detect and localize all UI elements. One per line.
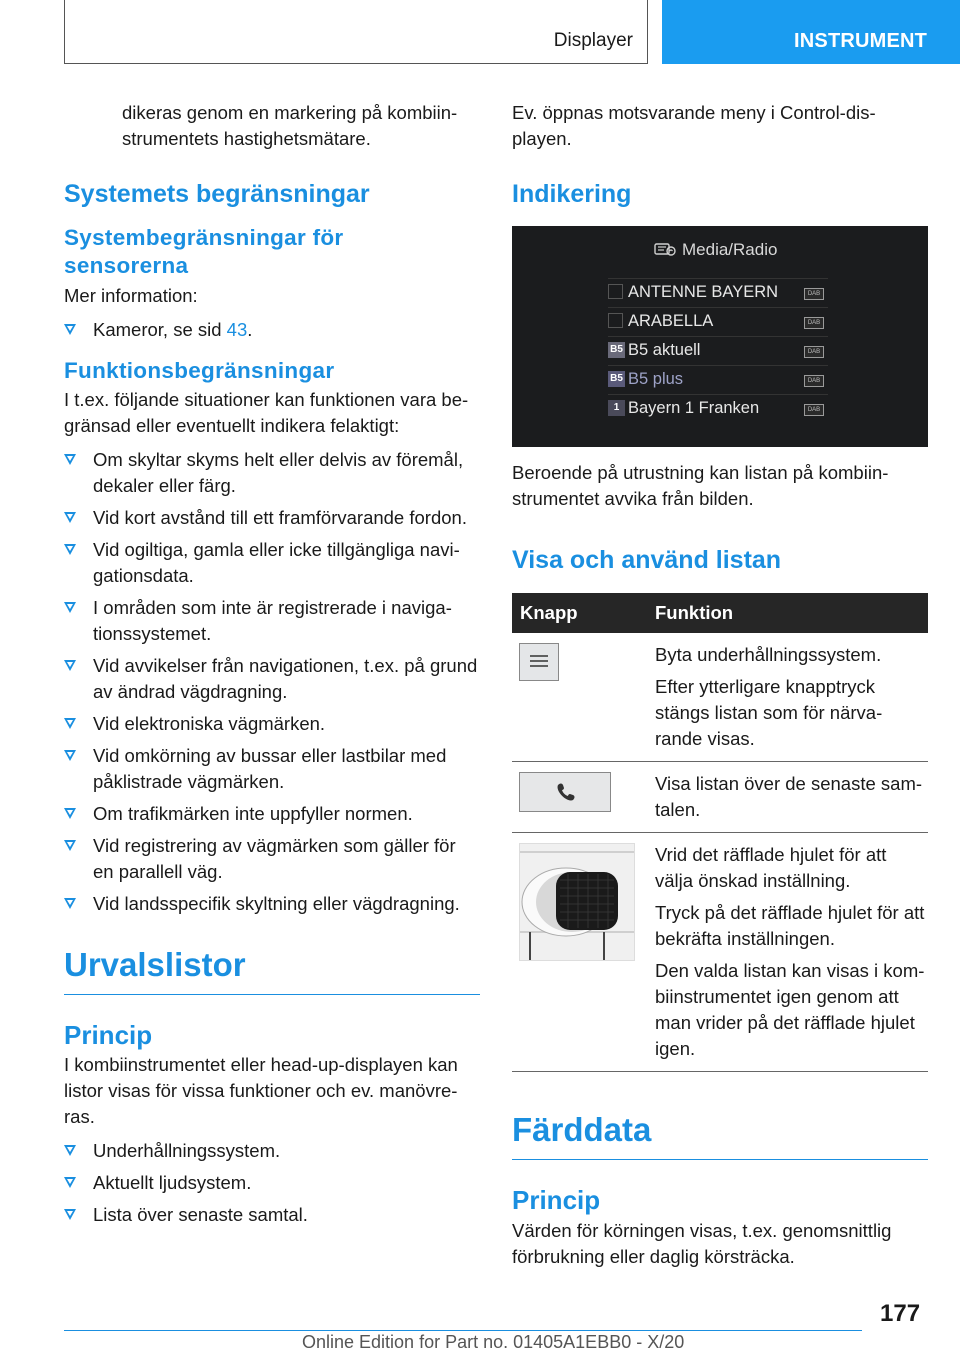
function-limits-list	[64, 447, 480, 917]
list-item: Vid ogiltiga, gamla eller icke tillgängliga navi-gationsdata.	[64, 537, 480, 589]
function-cell	[647, 762, 928, 833]
dab-badge: DAB	[804, 375, 824, 387]
heading-principle-trip: Princip	[512, 1185, 601, 1215]
media-radio-icon	[654, 241, 676, 257]
page-link[interactable]: 43	[226, 319, 248, 340]
button-cell	[512, 633, 647, 762]
list-item: Kameror, se sid 43.	[64, 317, 480, 343]
phone-icon	[520, 773, 610, 811]
list-item: Om trafikmärken inte uppfyller normen.	[64, 801, 480, 827]
list-item: Vid elektroniska vägmärken.	[64, 711, 480, 737]
section-title: Displayer	[553, 30, 633, 51]
function-text: Vrid det räfflade hjulet för att välja önskad inställning.	[655, 844, 887, 891]
header-section-tab	[64, 0, 648, 64]
function-text: Den valda listan kan visas i kom-biinstrumentet igen genom att man vrider på det räfflade hjulet igen.	[655, 960, 925, 1059]
table-row	[512, 762, 928, 833]
heading-sensor-limits-1: Systembegränsningar för	[64, 225, 344, 250]
triangle-bullet-icon	[64, 512, 76, 523]
camera-list	[64, 317, 480, 343]
screen-title: Media/Radio	[682, 240, 778, 259]
station-logo-placeholder	[608, 284, 623, 299]
caption-line-1: Beroende på utrustning kan listan på kombiin-	[512, 462, 889, 483]
station-row	[608, 365, 824, 394]
dab-badge: DAB	[804, 288, 824, 300]
triangle-bullet-icon	[64, 660, 76, 671]
left-column	[64, 98, 480, 1234]
table-row	[512, 633, 928, 762]
station-logo: B5	[608, 342, 625, 358]
station-label: Bayern 1 Franken	[628, 399, 760, 417]
chapter-title: INSTRUMENT	[794, 30, 928, 52]
phone-button	[519, 772, 611, 812]
station-label: B5 aktuell	[628, 341, 701, 359]
media-radio-screenshot	[512, 226, 928, 447]
page-number: 177	[880, 1300, 921, 1327]
right-column	[512, 98, 928, 1270]
heading-indication: Indikering	[512, 180, 632, 208]
screen-header	[654, 240, 777, 260]
footer-edition: Online Edition for Part no. 01405A1EBB0 - X/20	[302, 1332, 685, 1352]
principle-text: I kombiinstrumentet eller head-up-displayen kan listor visas för vissa funktioner och ev. manövre-ras.	[64, 1054, 458, 1127]
triangle-bullet-icon	[64, 1209, 76, 1220]
station-label: ARABELLA	[628, 312, 714, 330]
triangle-bullet-icon	[64, 1145, 76, 1156]
list-item: Vid omkörning av bussar eller lastbilar med påklistrade vägmärken.	[64, 743, 480, 795]
function-cell	[647, 833, 928, 1072]
triangle-bullet-icon	[64, 544, 76, 555]
station-logo: B5	[608, 371, 625, 387]
heading-function-limits: Funktionsbegränsningar	[64, 358, 335, 383]
controls-table	[512, 593, 928, 1072]
dab-badge: DAB	[804, 346, 824, 358]
more-info-text: Mer information:	[64, 285, 198, 306]
list-item: Om skyltar skyms helt eller delvis av föremål, dekaler eller färg.	[64, 447, 480, 499]
triangle-bullet-icon	[64, 718, 76, 729]
trip-text-line-2: förbrukning eller daglig körsträcka.	[512, 1246, 795, 1267]
func-intro-line-2: gränsad eller eventuellt indikera felaktigt:	[64, 415, 400, 436]
func-intro-line-1: I t.ex. följande situationer kan funktionen vara be-	[64, 389, 469, 410]
col-header-button: Knapp	[512, 593, 647, 633]
heading-rule	[64, 994, 480, 995]
heading-selection-lists: Urvalslistor	[64, 946, 246, 983]
heading-rule	[512, 1159, 928, 1160]
station-row	[608, 394, 824, 423]
triangle-bullet-icon	[64, 808, 76, 819]
heading-show-use-list: Visa och använd listan	[512, 546, 782, 574]
list-item: Vid landsspecifik skyltning eller vägdragning.	[64, 891, 480, 917]
function-text: Visa listan över de senaste sam-talen.	[655, 773, 923, 820]
triangle-bullet-icon	[64, 602, 76, 613]
triangle-bullet-icon	[64, 454, 76, 465]
station-row	[608, 278, 824, 307]
knurled-wheel-image	[519, 843, 635, 961]
station-row	[608, 336, 824, 365]
list-icon	[520, 644, 558, 680]
heading-system-limits: Systemets begränsningar	[64, 180, 370, 208]
list-item: Underhållningssystem.	[64, 1138, 480, 1164]
station-logo-placeholder	[608, 313, 623, 328]
dab-badge: DAB	[804, 317, 824, 329]
function-cell	[647, 633, 928, 762]
station-row	[608, 307, 824, 336]
button-cell	[512, 762, 647, 833]
footer-rule	[64, 1330, 862, 1331]
dab-badge: DAB	[804, 404, 824, 416]
button-cell	[512, 833, 647, 1072]
col-header-function: Funktion	[647, 593, 928, 633]
heading-sensor-limits-2: sensorerna	[64, 253, 189, 278]
station-logo: 1	[608, 400, 625, 416]
principle-list	[64, 1138, 480, 1228]
list-button	[519, 643, 559, 681]
list-item: Vid registrering av vägmärken som gäller för en parallell väg.	[64, 833, 480, 885]
triangle-bullet-icon	[64, 750, 76, 761]
list-item: Vid avvikelser från navigationen, t.ex. på grund av ändrad vägdragning.	[64, 653, 480, 705]
triangle-bullet-icon	[64, 898, 76, 909]
function-text: Tryck på det räfflade hjulet för att bekräfta inställningen.	[655, 902, 925, 949]
triangle-bullet-icon	[64, 1177, 76, 1188]
station-label: B5 plus	[628, 370, 684, 388]
table-row	[512, 833, 928, 1072]
right-intro-line-1: Ev. öppnas motsvarande meny i Control-dis-	[512, 102, 876, 123]
right-intro-line-2: playen.	[512, 128, 572, 149]
table-header-row	[512, 593, 928, 633]
list-item: Lista över senaste samtal.	[64, 1202, 480, 1228]
caption-line-2: strumentet avvika från bilden.	[512, 488, 754, 509]
triangle-bullet-icon	[64, 324, 76, 335]
function-text: Byta underhållningssystem.	[655, 644, 882, 665]
list-item: I områden som inte är registrerade i naviga-tionssystemet.	[64, 595, 480, 647]
list-item: Vid kort avstånd till ett framförvarande fordon.	[64, 505, 480, 531]
list-item: Aktuellt ljudsystem.	[64, 1170, 480, 1196]
header-chapter-tab	[662, 0, 960, 64]
station-label: ANTENNE BAYERN	[628, 283, 779, 301]
function-text: Efter ytterligare knapptryck stängs listan som för närva-rande visas.	[655, 676, 883, 749]
heading-principle: Princip	[64, 1020, 153, 1050]
intro-line-2: strumentets hastighetsmätare.	[122, 128, 371, 149]
knurled-wheel-icon	[520, 844, 635, 961]
heading-trip-data: Färddata	[512, 1111, 652, 1148]
trip-text-line-1: Värden för körningen visas, t.ex. genomsnittlig	[512, 1220, 892, 1241]
triangle-bullet-icon	[64, 840, 76, 851]
intro-line-1: dikeras genom en markering på kombiin-	[122, 102, 458, 123]
